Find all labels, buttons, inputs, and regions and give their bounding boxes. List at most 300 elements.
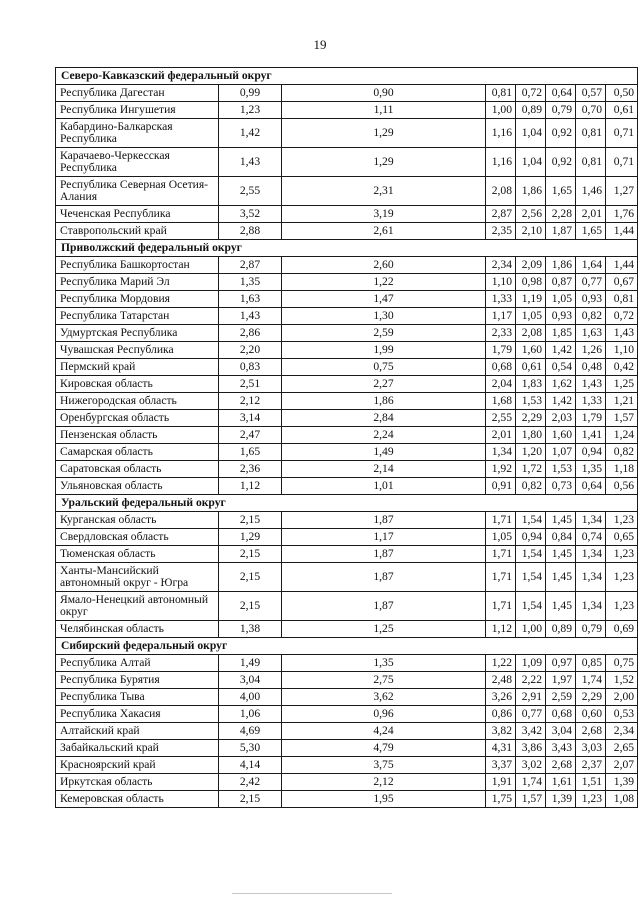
value-cell: 1,60 [516,342,546,359]
value-cell: 0,48 [576,359,606,376]
value-cell: 4,79 [282,740,486,757]
value-cell: 1,42 [546,393,576,410]
value-cell: 2,03 [546,410,576,427]
value-cell: 1,63 [576,325,606,342]
region-name: Нижегородская область [56,393,219,410]
region-name: Ставропольский край [56,223,219,240]
table-row [56,148,638,177]
table-row [56,376,638,393]
value-cell: 0,65 [606,529,638,546]
value-cell: 1,00 [486,102,516,119]
value-cell: 2,27 [282,376,486,393]
region-name: Красноярский край [56,757,219,774]
region-name: Саратовская область [56,461,219,478]
value-cell: 2,42 [219,774,282,791]
value-cell: 0,69 [606,621,638,638]
region-name: Кабардино-Балкарская Республика [56,119,219,148]
value-cell: 0,75 [606,655,638,672]
value-cell: 1,22 [282,274,486,291]
value-cell: 0,84 [546,529,576,546]
page-edge-line [232,893,392,894]
value-cell: 1,63 [219,291,282,308]
value-cell: 0,85 [576,655,606,672]
section-title: Северо-Кавказский федеральный округ [56,68,638,85]
value-cell: 0,92 [546,119,576,148]
value-cell: 2,59 [282,325,486,342]
value-cell: 2,01 [486,427,516,444]
value-cell: 2,24 [282,427,486,444]
value-cell: 0,97 [546,655,576,672]
value-cell: 2,12 [282,774,486,791]
value-cell: 0,64 [546,85,576,102]
section-title: Уральский федеральный округ [56,495,638,512]
value-cell: 4,00 [219,689,282,706]
value-cell: 1,29 [219,529,282,546]
value-cell: 0,57 [576,85,606,102]
value-cell: 1,42 [546,342,576,359]
value-cell: 1,57 [606,410,638,427]
value-cell: 2,65 [606,740,638,757]
region-name: Чеченская Республика [56,206,219,223]
value-cell: 0,68 [486,359,516,376]
value-cell: 2,87 [219,257,282,274]
value-cell: 1,53 [546,461,576,478]
region-name: Республика Бурятия [56,672,219,689]
value-cell: 1,08 [606,791,638,808]
table-row [56,85,638,102]
value-cell: 0,79 [546,102,576,119]
value-cell: 1,71 [486,512,516,529]
region-name: Республика Алтай [56,655,219,672]
section-header [56,638,638,655]
value-cell: 0,60 [576,706,606,723]
value-cell: 2,47 [219,427,282,444]
value-cell: 0,53 [606,706,638,723]
value-cell: 2,75 [282,672,486,689]
value-cell: 1,80 [516,427,546,444]
value-cell: 2,60 [282,257,486,274]
value-cell: 1,44 [606,223,638,240]
value-cell: 0,61 [516,359,546,376]
value-cell: 1,29 [282,119,486,148]
value-cell: 0,94 [516,529,546,546]
value-cell: 1,23 [219,102,282,119]
value-cell: 1,12 [219,478,282,495]
value-cell: 1,71 [486,592,516,621]
value-cell: 1,54 [516,563,546,592]
value-cell: 0,90 [282,85,486,102]
value-cell: 1,60 [546,427,576,444]
value-cell: 1,42 [219,119,282,148]
region-name: Пермский край [56,359,219,376]
table-body [56,68,638,808]
data-table [55,67,638,808]
table-row [56,740,638,757]
value-cell: 1,05 [516,308,546,325]
value-cell: 2,68 [546,757,576,774]
table-row [56,444,638,461]
value-cell: 1,76 [606,206,638,223]
table-row [56,325,638,342]
value-cell: 1,34 [576,592,606,621]
value-cell: 2,55 [219,177,282,206]
value-cell: 0,81 [576,119,606,148]
value-cell: 0,79 [576,621,606,638]
value-cell: 0,81 [486,85,516,102]
table-row [56,546,638,563]
value-cell: 1,87 [282,546,486,563]
value-cell: 1,23 [606,546,638,563]
table-row [56,393,638,410]
region-name: Оренбургская область [56,410,219,427]
value-cell: 2,88 [219,223,282,240]
value-cell: 1,25 [606,376,638,393]
value-cell: 1,85 [546,325,576,342]
value-cell: 2,14 [282,461,486,478]
region-name: Пензенская область [56,427,219,444]
table-row [56,102,638,119]
value-cell: 2,55 [486,410,516,427]
value-cell: 1,86 [546,257,576,274]
value-cell: 0,68 [546,706,576,723]
region-name: Челябинская область [56,621,219,638]
value-cell: 2,28 [546,206,576,223]
value-cell: 1,05 [486,529,516,546]
value-cell: 1,99 [282,342,486,359]
value-cell: 1,54 [516,592,546,621]
value-cell: 1,34 [576,512,606,529]
section-title: Приволжский федеральный округ [56,240,638,257]
value-cell: 1,74 [516,774,546,791]
table-row [56,706,638,723]
value-cell: 1,33 [576,393,606,410]
value-cell: 1,97 [546,672,576,689]
page-number: 19 [313,37,327,52]
table-row [56,723,638,740]
table-row [56,274,638,291]
value-cell: 0,82 [576,308,606,325]
value-cell: 1,11 [282,102,486,119]
value-cell: 0,89 [546,621,576,638]
value-cell: 1,57 [516,791,546,808]
table-row [56,655,638,672]
value-cell: 0,77 [576,274,606,291]
value-cell: 2,35 [486,223,516,240]
value-cell: 1,23 [576,791,606,808]
value-cell: 2,68 [576,723,606,740]
value-cell: 2,51 [219,376,282,393]
value-cell: 1,62 [546,376,576,393]
value-cell: 2,15 [219,791,282,808]
value-cell: 0,50 [606,85,638,102]
value-cell: 1,65 [576,223,606,240]
value-cell: 0,93 [546,308,576,325]
region-name: Республика Хакасия [56,706,219,723]
table-row [56,308,638,325]
value-cell: 1,20 [516,444,546,461]
value-cell: 0,81 [576,148,606,177]
region-name: Самарская область [56,444,219,461]
value-cell: 1,30 [282,308,486,325]
value-cell: 0,98 [516,274,546,291]
value-cell: 2,01 [576,206,606,223]
value-cell: 0,91 [486,478,516,495]
value-cell: 0,94 [576,444,606,461]
region-name: Республика Ингушетия [56,102,219,119]
value-cell: 1,87 [546,223,576,240]
value-cell: 2,37 [576,757,606,774]
value-cell: 1,87 [282,512,486,529]
value-cell: 0,73 [546,478,576,495]
region-name: Республика Дагестан [56,85,219,102]
value-cell: 1,53 [516,393,546,410]
table-row [56,592,638,621]
value-cell: 2,20 [219,342,282,359]
value-cell: 0,82 [606,444,638,461]
value-cell: 0,81 [606,291,638,308]
value-cell: 1,45 [546,563,576,592]
value-cell: 0,87 [546,274,576,291]
value-cell: 1,12 [486,621,516,638]
value-cell: 1,16 [486,148,516,177]
value-cell: 1,01 [282,478,486,495]
region-name: Забайкальский край [56,740,219,757]
value-cell: 2,04 [486,376,516,393]
value-cell: 0,71 [606,148,638,177]
region-name: Ханты-Мансийский автономный округ - Югра [56,563,219,592]
section-header [56,240,638,257]
value-cell: 1,23 [606,592,638,621]
value-cell: 3,03 [576,740,606,757]
value-cell: 1,91 [486,774,516,791]
value-cell: 2,10 [516,223,546,240]
value-cell: 1,79 [486,342,516,359]
table-row [56,478,638,495]
value-cell: 3,42 [516,723,546,740]
value-cell: 1,43 [219,148,282,177]
value-cell: 0,82 [516,478,546,495]
value-cell: 2,29 [516,410,546,427]
region-name: Ямало-Ненецкий автономный округ [56,592,219,621]
value-cell: 1,04 [516,119,546,148]
value-cell: 1,00 [516,621,546,638]
value-cell: 1,45 [546,546,576,563]
table-row [56,223,638,240]
value-cell: 1,34 [486,444,516,461]
table-row [56,410,638,427]
region-name: Тюменская область [56,546,219,563]
region-name: Республика Мордовия [56,291,219,308]
value-cell: 1,75 [486,791,516,808]
value-cell: 1,49 [219,655,282,672]
value-cell: 1,71 [486,563,516,592]
value-cell: 3,04 [546,723,576,740]
value-cell: 1,41 [576,427,606,444]
value-cell: 1,26 [576,342,606,359]
value-cell: 1,68 [486,393,516,410]
value-cell: 1,09 [516,655,546,672]
table-row [56,529,638,546]
value-cell: 0,71 [606,119,638,148]
region-name: Республика Марий Эл [56,274,219,291]
value-cell: 2,61 [282,223,486,240]
value-cell: 1,19 [516,291,546,308]
value-cell: 1,44 [606,257,638,274]
value-cell: 0,72 [516,85,546,102]
value-cell: 1,79 [576,410,606,427]
value-cell: 1,45 [546,592,576,621]
value-cell: 1,65 [219,444,282,461]
value-cell: 1,43 [219,308,282,325]
value-cell: 1,83 [516,376,546,393]
table-row [56,342,638,359]
value-cell: 2,22 [516,672,546,689]
region-name: Кемеровская область [56,791,219,808]
table-row [56,206,638,223]
region-name: Удмуртская Республика [56,325,219,342]
table-row [56,757,638,774]
value-cell: 3,26 [486,689,516,706]
value-cell: 2,12 [219,393,282,410]
value-cell: 2,34 [486,257,516,274]
value-cell: 1,86 [516,177,546,206]
value-cell: 0,56 [606,478,638,495]
region-name: Карачаево-Черкесская Республика [56,148,219,177]
value-cell: 1,34 [576,546,606,563]
value-cell: 1,87 [282,592,486,621]
value-cell: 1,43 [576,376,606,393]
value-cell: 2,08 [486,177,516,206]
section-header [56,495,638,512]
value-cell: 1,92 [486,461,516,478]
table-row [56,291,638,308]
value-cell: 3,52 [219,206,282,223]
table-row [56,427,638,444]
value-cell: 2,59 [546,689,576,706]
table-row [56,177,638,206]
region-name: Алтайский край [56,723,219,740]
value-cell: 2,91 [516,689,546,706]
table-row [56,791,638,808]
value-cell: 3,19 [282,206,486,223]
value-cell: 2,15 [219,592,282,621]
table-row [56,563,638,592]
region-name: Кировская область [56,376,219,393]
value-cell: 1,54 [516,512,546,529]
value-cell: 2,07 [606,757,638,774]
value-cell: 1,27 [606,177,638,206]
value-cell: 1,24 [606,427,638,444]
region-name: Республика Татарстан [56,308,219,325]
value-cell: 2,86 [219,325,282,342]
value-cell: 1,86 [282,393,486,410]
value-cell: 1,35 [576,461,606,478]
value-cell: 1,64 [576,257,606,274]
value-cell: 2,84 [282,410,486,427]
value-cell: 1,25 [282,621,486,638]
value-cell: 0,93 [576,291,606,308]
value-cell: 2,34 [606,723,638,740]
value-cell: 1,71 [486,546,516,563]
region-name: Республика Северная Осетия-Алания [56,177,219,206]
value-cell: 1,34 [576,563,606,592]
value-cell: 2,09 [516,257,546,274]
value-cell: 4,69 [219,723,282,740]
table-row [56,672,638,689]
value-cell: 1,87 [282,563,486,592]
value-cell: 1,10 [606,342,638,359]
value-cell: 1,38 [219,621,282,638]
value-cell: 4,31 [486,740,516,757]
value-cell: 0,64 [576,478,606,495]
value-cell: 0,74 [576,529,606,546]
value-cell: 1,07 [546,444,576,461]
value-cell: 1,23 [606,512,638,529]
value-cell: 0,54 [546,359,576,376]
value-cell: 2,00 [606,689,638,706]
value-cell: 0,83 [219,359,282,376]
value-cell: 1,39 [606,774,638,791]
value-cell: 1,21 [606,393,638,410]
value-cell: 3,62 [282,689,486,706]
table-row [56,461,638,478]
value-cell: 1,61 [546,774,576,791]
value-cell: 2,31 [282,177,486,206]
region-name: Республика Тыва [56,689,219,706]
value-cell: 5,30 [219,740,282,757]
value-cell: 1,95 [282,791,486,808]
table-row [56,257,638,274]
value-cell: 1,17 [282,529,486,546]
section-header [56,68,638,85]
value-cell: 0,99 [219,85,282,102]
value-cell: 2,33 [486,325,516,342]
value-cell: 1,29 [282,148,486,177]
value-cell: 0,86 [486,706,516,723]
region-name: Чувашская Республика [56,342,219,359]
value-cell: 4,14 [219,757,282,774]
value-cell: 1,10 [486,274,516,291]
value-cell: 0,92 [546,148,576,177]
value-cell: 1,47 [282,291,486,308]
value-cell: 1,52 [606,672,638,689]
value-cell: 1,39 [546,791,576,808]
value-cell: 2,48 [486,672,516,689]
value-cell: 2,36 [219,461,282,478]
value-cell: 3,75 [282,757,486,774]
value-cell: 4,24 [282,723,486,740]
region-name: Свердловская область [56,529,219,546]
value-cell: 1,22 [486,655,516,672]
value-cell: 3,82 [486,723,516,740]
value-cell: 0,75 [282,359,486,376]
value-cell: 1,54 [516,546,546,563]
value-cell: 3,04 [219,672,282,689]
region-name: Республика Башкортостан [56,257,219,274]
value-cell: 1,45 [546,512,576,529]
value-cell: 1,17 [486,308,516,325]
value-cell: 3,37 [486,757,516,774]
value-cell: 2,08 [516,325,546,342]
value-cell: 3,14 [219,410,282,427]
value-cell: 0,89 [516,102,546,119]
table-row [56,689,638,706]
value-cell: 1,06 [219,706,282,723]
value-cell: 1,33 [486,291,516,308]
value-cell: 1,23 [606,563,638,592]
value-cell: 1,49 [282,444,486,461]
value-cell: 2,29 [576,689,606,706]
